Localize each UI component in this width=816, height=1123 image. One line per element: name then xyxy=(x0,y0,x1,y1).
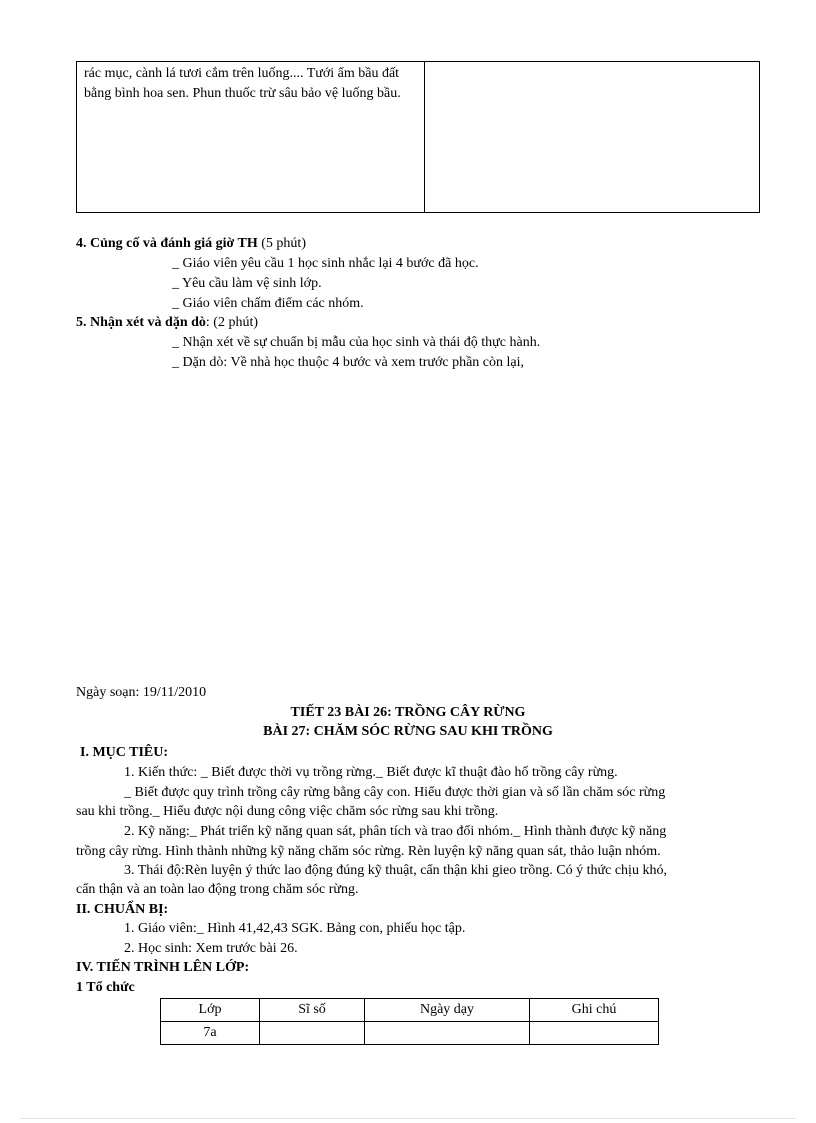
preparation-line-2: 2. Học sinh: Xem trước bài 26. xyxy=(124,941,298,956)
header-si-so: Sĩ số xyxy=(260,999,365,1022)
cell-note xyxy=(530,1022,659,1045)
section-4-duration: (5 phút) xyxy=(261,236,306,251)
cell-class: 7a xyxy=(161,1022,260,1045)
lesson-date: Ngày soạn: 19/11/2010 xyxy=(76,685,207,700)
organization-table xyxy=(160,998,659,1045)
table-left-cell: rác mục, cành lá tươi cắm trên luống.... Tưới ẩm bầu đất bằng bình hoa sen. Phun thuốc trừ sâu bảo vệ luống bầu. xyxy=(84,66,401,101)
objectives-line-5: trồng cây rừng. Hình thành những kỹ năng chăm sóc rừng. Rèn luyện kỹ năng quan sát, thảo luận nhóm. xyxy=(76,844,661,859)
header-ngay-day: Ngày dạy xyxy=(365,999,530,1022)
objectives-line-4: 2. Kỹ năng:_ Phát triển kỹ năng quan sát, phân tích và trao đổi nhóm._ Hình thành được kỹ năng xyxy=(124,824,667,839)
header-ghi-chu: Ghi chú xyxy=(530,999,659,1022)
objectives-line-1: 1. Kiến thức: _ Biết được thời vụ trồng rừng._ Biết được kĩ thuật đào hố trồng cây rừng. xyxy=(124,765,618,780)
page-bottom-divider xyxy=(20,1118,796,1119)
objectives-line-7: cẩn thận và an toàn lao động trong chăm sóc rừng. xyxy=(76,882,359,897)
section-4-title: 4. Củng cố và đánh giá giờ TH xyxy=(76,236,258,251)
lesson-title-2: BÀI 27: CHĂM SÓC RỪNG SAU KHI TRỒNG xyxy=(263,724,553,739)
objectives-heading: I. MỤC TIÊU: xyxy=(80,745,169,760)
section-4-item-1: _ Giáo viên yêu cầu 1 học sinh nhắc lại 4 bước đã học. xyxy=(172,256,479,271)
section-5-item-1: _ Nhận xét về sự chuẩn bị mẫu của học sinh và thái độ thực hành. xyxy=(172,335,541,350)
section-5-duration: : (2 phút) xyxy=(205,315,259,330)
process-heading: IV. TIẾN TRÌNH LÊN LỚP: xyxy=(76,960,250,975)
cell-date xyxy=(365,1022,530,1045)
section-5-item-2: _ Dặn dò: Về nhà học thuộc 4 bước và xem trước phần còn lại, xyxy=(172,355,525,370)
table-header-row xyxy=(161,999,659,1022)
continuation-table xyxy=(76,61,760,213)
section-5-title: 5. Nhận xét và dặn dò xyxy=(76,315,206,330)
section-4-heading xyxy=(76,234,306,254)
table-row xyxy=(161,1022,659,1045)
preparation-heading: II. CHUẨN BỊ: xyxy=(76,902,169,917)
section-4-item-2: _ Yêu cầu làm vệ sinh lớp. xyxy=(172,276,322,291)
objectives-line-6: 3. Thái độ:Rèn luyện ý thức lao động đúng kỹ thuật, cẩn thận khi gieo trồng. Có ý thức chịu khó, xyxy=(124,863,667,878)
header-lop: Lớp xyxy=(161,999,260,1022)
section-4-item-3: _ Giáo viên chấm điểm các nhóm. xyxy=(172,296,364,311)
objectives-line-2: _ Biết được quy trình trồng cây rừng bằng cây con. Hiểu được thời gian và số lần chăm sóc rừng xyxy=(124,785,666,800)
preparation-line-1: 1. Giáo viên:_ Hình 41,42,43 SGK. Bảng con, phiếu học tập. xyxy=(124,921,466,936)
section-5-heading xyxy=(76,313,258,333)
lesson-title-1: TIẾT 23 BÀI 26: TRỒNG CÂY RỪNG xyxy=(290,705,526,720)
objectives-line-3: sau khi trồng._ Hiểu được nội dung công việc chăm sóc rừng sau khi trồng. xyxy=(76,804,499,819)
table-column-divider xyxy=(424,62,425,212)
cell-count xyxy=(260,1022,365,1045)
organization-heading: 1 Tổ chức xyxy=(76,980,135,995)
